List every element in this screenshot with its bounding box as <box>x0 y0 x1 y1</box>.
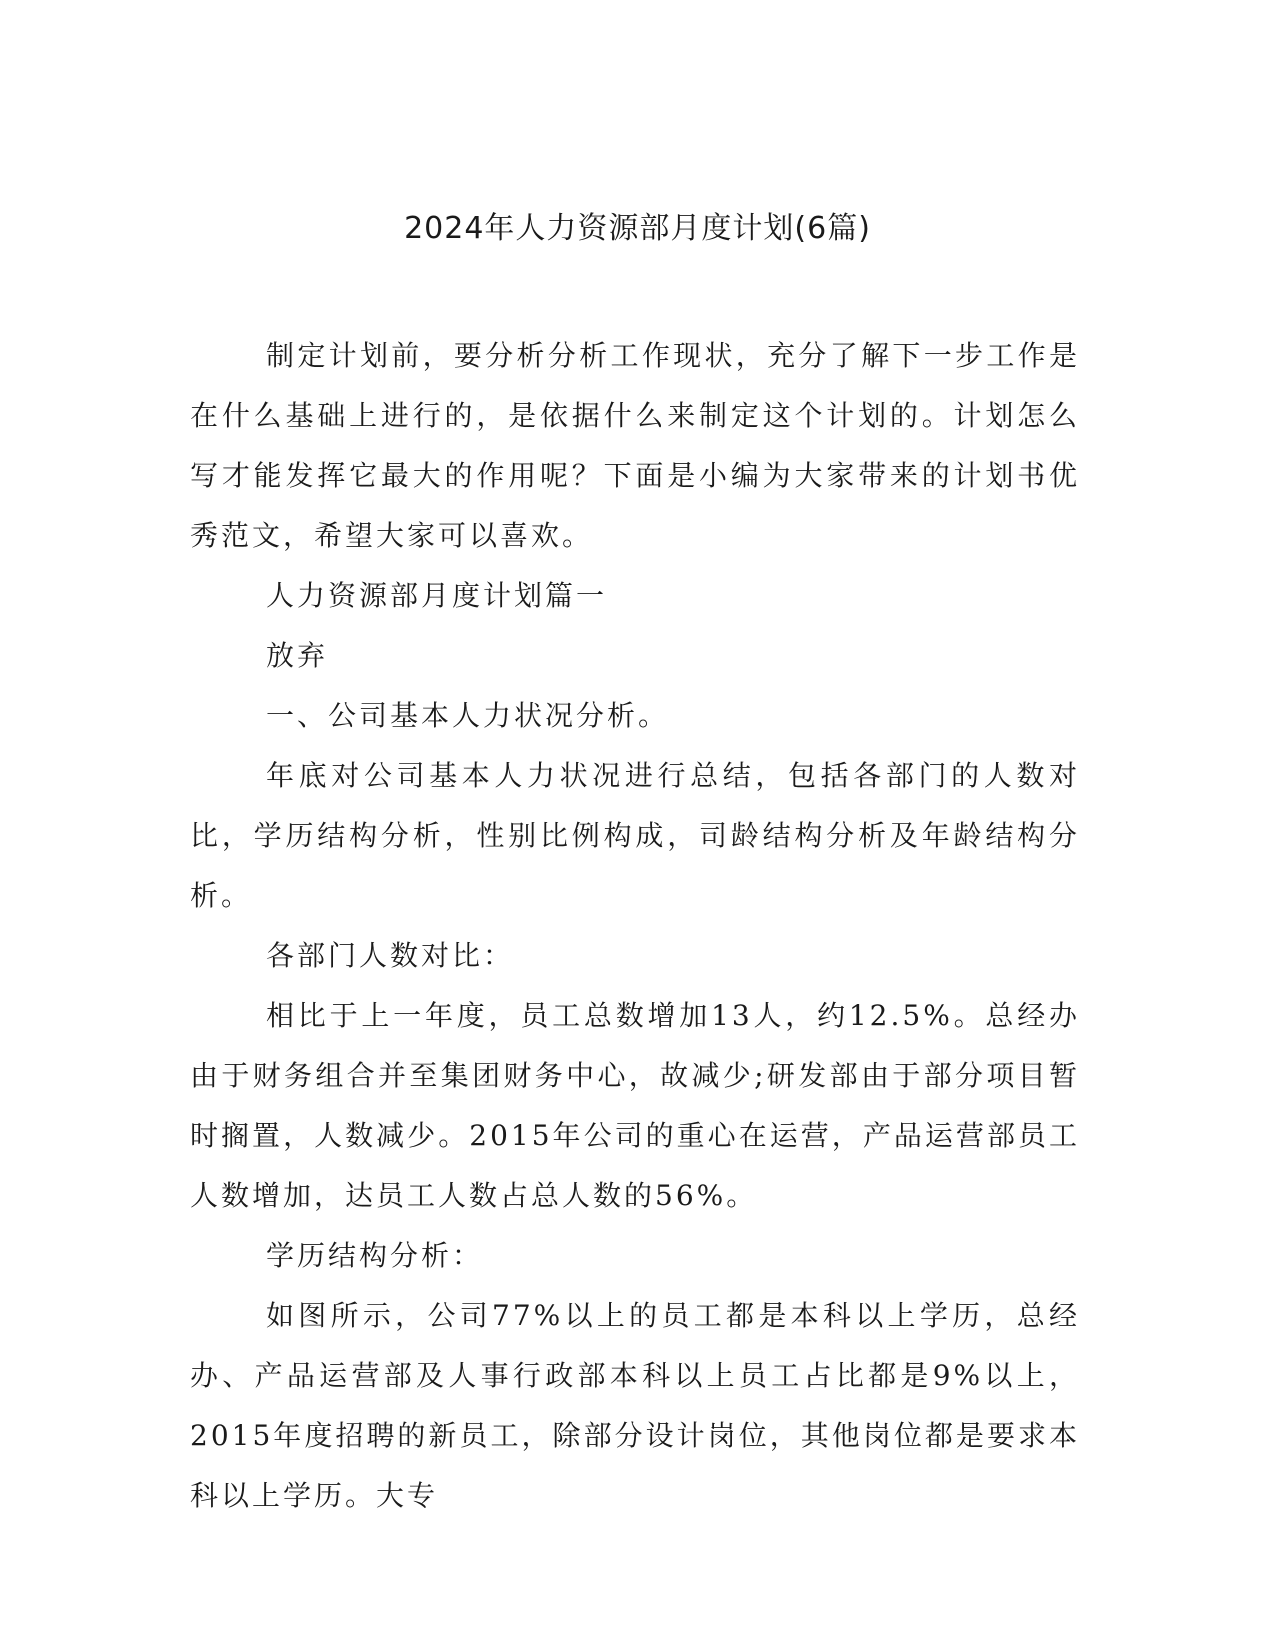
subheading: 学历结构分析： <box>266 1239 484 1272</box>
subsection-heading: 一、公司基本人力状况分析。 <box>266 699 670 732</box>
paragraph: 放弃 <box>266 639 329 672</box>
paragraph: 年底对公司基本人力状况进行总结，包括各部门的人数对比，学历结构分析，性别比例构成，司龄结构分析及年龄结构分析。 <box>190 759 1080 912</box>
paragraph: 相比于上一年度，员工总数增加13人，约12.5%。总经办由于财务组合并至集团财务中心，故减少;研发部由于部分项目暂时搁置，人数减少。2015年公司的重心在运营，产品运营部员工人数增加，达员工人数占总人数的56%。 <box>190 999 1080 1212</box>
document-body <box>190 326 1080 1526</box>
intro-paragraph: 制定计划前，要分析分析工作现状，充分了解下一步工作是在什么基础上进行的，是依据什么来制定这个计划的。计划怎么写才能发挥它最大的作用呢？下面是小编为大家带来的计划书优秀范文，希望大家可以喜欢。 <box>190 339 1080 552</box>
subheading: 各部门人数对比： <box>266 939 515 972</box>
section-heading: 人力资源部月度计划篇一 <box>266 579 608 612</box>
paragraph: 如图所示，公司77%以上的员工都是本科以上学历，总经办、产品运营部及人事行政部本科以上员工占比都是9%以上，2015年度招聘的新员工，除部分设计岗位，其他岗位都是要求本科以上学历。大专 <box>190 1299 1080 1512</box>
document-title: 2024年人力资源部月度计划(6篇) <box>404 211 871 246</box>
